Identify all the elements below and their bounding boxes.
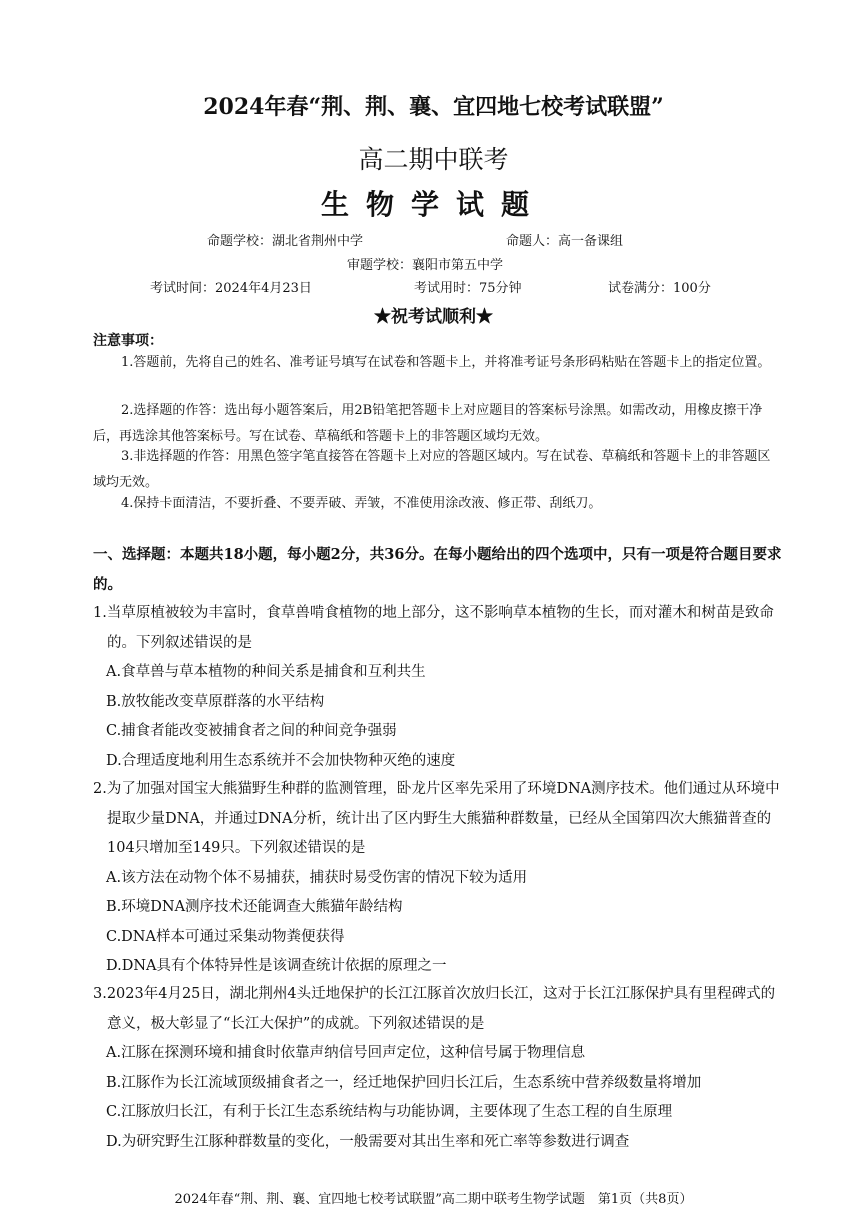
full-score: 试卷满分：100分 [608, 281, 711, 296]
option-c: C.DNA样本可通过采集动物粪便获得 [106, 928, 345, 945]
option-d: D.合理适度地利用生态系统并不会加快物种灭绝的速度 [106, 752, 456, 769]
notice-item: 1.答题前，先将自己的姓名、准考证号填写在试卷和答题卡上，并将准考证号条形码粘贴在答题卡上的指定位置。 [121, 355, 771, 370]
notice-item: 2.选择题的作答：选出每小题答案后，用2B铅笔把答题卡上对应题目的答案标号涂黑。如需改动，用橡皮擦干净后，再选涂其他答案标号。写在试卷、草稿纸和答题卡上的非答题区域均无效。 [93, 403, 763, 444]
question-stem: 2.为了加强对国宝大熊猫野生种群的监测管理，卧龙片区率先采用了环境DNA测序技术。他们通过从环境中提取少量DNA，并通过DNA分析，统计出了区内野生大熊猫种群数量，已经从全国第四次大熊猫普查的104只增加至149只。下列叙述错误的是 [93, 781, 780, 856]
notice-item: 4.保持卡面清洁，不要折叠、不要弄破、弄皱，不准使用涂改液、修正带、刮纸刀。 [121, 496, 602, 511]
option-c: C.江豚放归长江，有利于长江生态系统结构与功能协调，主要体现了生态工程的自生原理 [106, 1104, 673, 1120]
notice-title: 注意事项： [93, 333, 163, 349]
section-heading: 一、选择题：本题共18小题，每小题2分，共36分。在每小题给出的四个选项中，只有一项是符合题目要求的。 [93, 546, 782, 593]
option-c: C.捕食者能改变被捕食者之间的种间竞争强弱 [106, 723, 397, 739]
question-stem: 3.2023年4月25日，湖北荆州4头迁地保护的长江江豚首次放归长江，这对于长江江豚保护具有里程碑式的意义，极大彰显了“长江大保护”的成就。下列叙述错误的是 [93, 986, 776, 1032]
exam-duration: 考试用时：75分钟 [414, 281, 522, 296]
exam-subtitle: 高二期中联考 [358, 145, 509, 174]
option-d: D.为研究野生江豚种群数量的变化，一般需要对其出生率和死亡率等参数进行调查 [106, 1133, 630, 1150]
option-a: A.该方法在动物个体不易捕获，捕获时易受伤害的情况下较为适用 [106, 869, 528, 886]
page-footer: 2024年春“荆、荆、襄、宜四地七校考试联盟”高二期中联考生物学试题 第1页（共8页） [174, 1192, 693, 1207]
option-d: D.DNA具有个体特异性是该调查统计依据的原理之一 [106, 958, 447, 974]
option-b: B.环境DNA测序技术还能调查大熊猫年龄结构 [106, 899, 403, 915]
option-b: B.江豚作为长江流域顶级捕食者之一，经迁地保护回归长江后，生态系统中营养级数量将增加 [106, 1074, 702, 1091]
good-luck-banner: ★祝考试顺利★ [374, 307, 493, 327]
question-3 [93, 980, 786, 1157]
proposer: 命题人：高一备课组 [506, 234, 624, 249]
question-1 [93, 599, 786, 776]
question-2 [93, 775, 786, 982]
question-stem: 1.当草原植被较为丰富时，食草兽啃食植物的地上部分，这不影响草本植物的生长，而对灌木和树苗是致命的。下列叙述错误的是 [93, 605, 774, 651]
option-a: A.江豚在探测环境和捕食时依靠声纳信号回声定位，这种信号属于物理信息 [106, 1045, 586, 1061]
proposer-school: 命题学校：湖北省荆州中学 [207, 234, 364, 249]
exam-subject-title: 生物学试题 [320, 188, 546, 221]
exam-alliance-title: 2024年春“荆、荆、襄、宜四地七校考试联盟” [203, 94, 664, 120]
reviewer-school: 审题学校：襄阳市第五中学 [347, 258, 504, 273]
exam-date: 考试时间：2024年4月23日 [150, 281, 312, 296]
option-a: A.食草兽与草本植物的种间关系是捕食和互利共生 [106, 664, 426, 680]
notice-item: 3.非选择题的作答：用黑色签字笔直接答在答题卡上对应的答题区域内。写在试卷、草稿纸和答题卡上的非答题区域均无效。 [93, 449, 771, 490]
option-b: B.放牧能改变草原群落的水平结构 [106, 693, 325, 710]
